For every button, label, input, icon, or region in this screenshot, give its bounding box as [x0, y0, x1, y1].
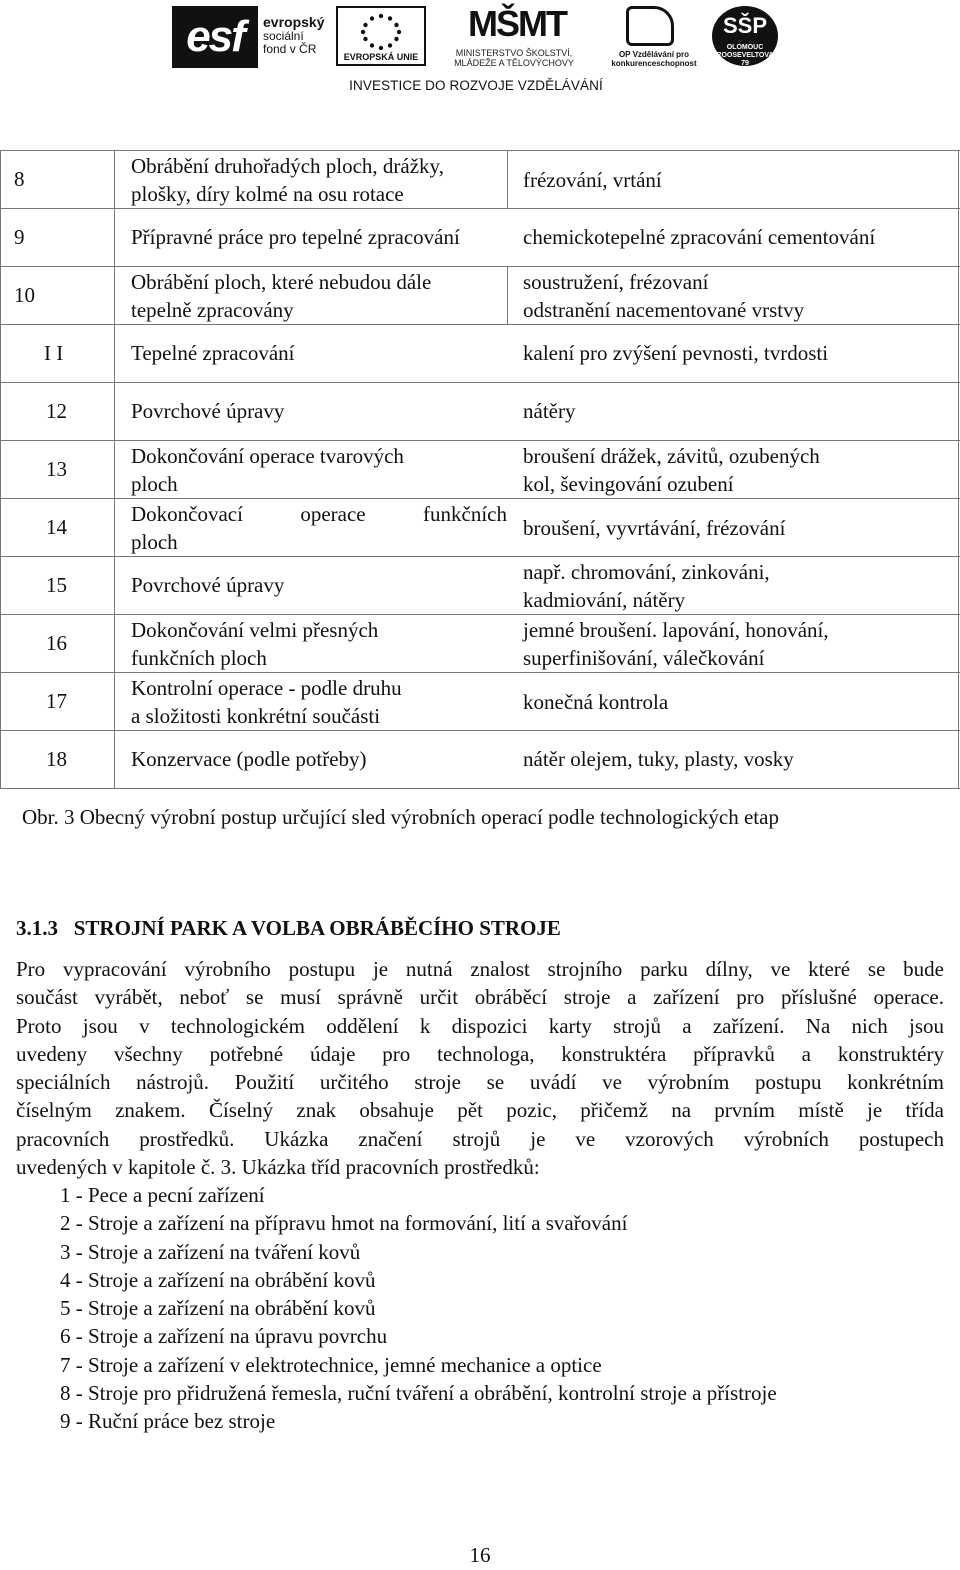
row-number: 12 [46, 399, 67, 423]
row-number: 14 [46, 515, 67, 539]
row-number: 9 [14, 225, 25, 249]
section-paragraph [16, 955, 944, 1181]
list-item: 7 - Stroje a zařízení v elektrotechnice, jemné mechanice a optice [60, 1352, 602, 1377]
ssp-mark-text: SŠP [722, 13, 768, 38]
paragraph-line: uvedených v kapitole č. 3. Ukázka tříd pracovních prostředků: [16, 1155, 540, 1180]
table-rule [0, 498, 960, 499]
paragraph-line: uvedeny všechny potřebné údaje pro technologa, konstruktéra přípravků a konstruktéry [16, 1041, 944, 1066]
table-rule [0, 730, 960, 731]
row-operation [131, 152, 507, 208]
ssp-logo [712, 6, 782, 72]
operation-line: plošky, díry kolmé na osu rotace [131, 182, 404, 206]
paragraph-line: součást vyrábět, neboť se musí správně určit obráběcí stroje a zařízení pro příslušné operace. [16, 985, 944, 1010]
table-rule [0, 440, 960, 441]
description-line: jemné broušení. lapování, honování, [523, 618, 829, 642]
ssp-sub: OLOMOUC ROOSEVELTOVA 79 [716, 44, 774, 67]
esf-line3: fond v ČR [263, 42, 317, 56]
row-operation [131, 442, 507, 498]
row-operation: Povrchové úpravy [131, 573, 285, 597]
description-line: kadmiování, nátěry [523, 588, 686, 612]
row-description [523, 616, 955, 672]
table-rule [0, 556, 960, 557]
list-item: 3 - Stroje a zařízení na tváření kovů [60, 1239, 361, 1264]
description-line: kol, ševingování ozubení [523, 472, 734, 496]
operation-line: Dokončovací operace funkčních [131, 502, 507, 526]
op-logo [608, 6, 700, 70]
paragraph-line: Pro vypracování výrobního postupu je nutná znalost strojního parku dílny, ve které se bude [16, 957, 944, 981]
esf-line1: evropský [263, 14, 325, 30]
row-description: nátěry [523, 399, 576, 423]
table-rule [0, 672, 960, 673]
row-description [523, 558, 955, 614]
operation-line: Kontrolní operace - podle druhu [131, 676, 402, 700]
list-item: 2 - Stroje a zařízení na přípravu hmot na formování, lití a svařování [60, 1211, 628, 1236]
row-operation: Přípravné práce pro tepelné zpracování [131, 225, 460, 249]
table-border-right [958, 150, 959, 788]
table-rule [0, 614, 960, 615]
machine-class-list [60, 1181, 777, 1436]
row-number: 18 [46, 747, 67, 771]
row-operation: Povrchové úpravy [131, 399, 285, 423]
operation-line: Obrábění ploch, které nebudou dále [131, 270, 432, 294]
op-text: OP Vzdělávání pro konkurenceschopnost [611, 50, 697, 68]
paragraph-line: Proto jsou v technologickém oddělení k dispozici karty strojů a zařízení. Na nich jsou [16, 1013, 944, 1038]
figure-caption: Obr. 3 Obecný výrobní postup určující sled výrobních operací podle technologických etap [22, 805, 779, 829]
row-number: 15 [46, 573, 67, 597]
list-item: 8 - Stroje pro přidružená řemesla, ruční tváření a obrábění, kontrolní stroje a přístroje [60, 1381, 777, 1406]
row-operation [131, 500, 507, 556]
eu-logo [336, 6, 426, 66]
list-item: 9 - Ruční práce bez stroje [60, 1409, 276, 1434]
page-number: 16 [469, 1543, 491, 1567]
row-number: I I [44, 341, 64, 365]
row-description [523, 442, 955, 498]
eu-stars-icon [338, 10, 424, 52]
esf-line2: sociální [263, 29, 304, 43]
description-line: soustružení, frézovaní [523, 270, 709, 294]
list-item: 1 - Pece a pecní zařízení [60, 1183, 265, 1207]
row-description: nátěr olejem, tuky, plasty, vosky [523, 747, 794, 771]
investment-tagline: INVESTICE DO ROZVOJE VZDĚLÁVÁNÍ [349, 78, 603, 93]
msmt-text: MINISTERSTVO ŠKOLSTVÍ, MLÁDEŽE A TĚLOVÝCHOVY [454, 48, 574, 68]
esf-mark: esf [172, 6, 258, 68]
table-rule [0, 788, 960, 789]
table-col-divider [507, 266, 508, 324]
operation-line: a složitosti konkrétní součásti [131, 704, 381, 728]
ssp-mark [712, 6, 778, 66]
description-line: broušení drážek, závitů, ozubených [523, 444, 820, 468]
operation-line: ploch [131, 530, 178, 554]
paragraph-line: speciálních nástrojů. Použití určitého stroje se uvádí ve výrobním postupu konkrétním [16, 1070, 944, 1095]
table-rule [0, 266, 960, 267]
list-item: 4 - Stroje a zařízení na obrábění kovů [60, 1267, 376, 1292]
row-operation [131, 674, 507, 730]
row-description: chemickotepelné zpracování cementování [523, 225, 876, 249]
row-description: frézování, vrtání [523, 168, 662, 192]
row-number: 17 [46, 689, 67, 713]
table-rule [0, 208, 960, 209]
row-number: 10 [14, 283, 35, 307]
operation-line: Dokončování operace tvarových [131, 444, 404, 468]
row-description: broušení, vyvrtávání, frézování [523, 516, 786, 540]
table-rule [0, 324, 960, 325]
operation-line: funkčních ploch [131, 646, 267, 670]
operation-line: tepelně zpracovány [131, 298, 294, 322]
op-mark-icon [626, 6, 674, 46]
description-line: odstranění nacementované vrstvy [523, 298, 805, 322]
row-operation [131, 268, 507, 324]
row-description: kalení pro zvýšení pevnosti, tvrdosti [523, 341, 829, 365]
esf-logo [172, 6, 324, 68]
esf-text [263, 16, 324, 56]
operation-line: Obrábění druhořadých ploch, drážky, [131, 154, 444, 178]
row-operation: Konzervace (podle potřeby) [131, 747, 367, 771]
table-border-left [0, 150, 1, 788]
operation-line: ploch [131, 472, 178, 496]
row-description: konečná kontrola [523, 690, 669, 714]
description-line: superfinišování, válečkování [523, 646, 765, 670]
row-number: 13 [46, 457, 67, 481]
table-rule [0, 382, 960, 383]
row-description [523, 268, 955, 324]
eu-label: EVROPSKÁ UNIE [343, 52, 419, 62]
row-operation: Tepelné zpracování [131, 341, 295, 365]
table-col-divider [507, 150, 508, 208]
row-number: 16 [46, 631, 67, 655]
list-item: 6 - Stroje a zařízení na úpravu povrchu [60, 1324, 388, 1349]
section-heading: 3.1.3 STROJNÍ PARK A VOLBA OBRÁBĚCÍHO STROJE [16, 916, 561, 940]
msmt-logo [434, 4, 594, 70]
operation-line: Dokončování velmi přesných [131, 618, 379, 642]
table-rule [0, 150, 960, 151]
msmt-mark: MŠMT [468, 3, 566, 44]
row-operation [131, 616, 507, 672]
row-number: 8 [14, 167, 25, 191]
logo-banner [0, 0, 960, 100]
paragraph-line: číselným znakem. Číselný znak obsahuje pět pozic, přičemž na prvním místě je třída [16, 1098, 944, 1123]
paragraph-line: pracovních prostředků. Ukázka značení strojů je ve vzorových výrobních postupech [16, 1126, 944, 1151]
description-line: např. chromování, zinkováni, [523, 560, 770, 584]
list-item: 5 - Stroje a zařízení na obrábění kovů [60, 1296, 376, 1321]
